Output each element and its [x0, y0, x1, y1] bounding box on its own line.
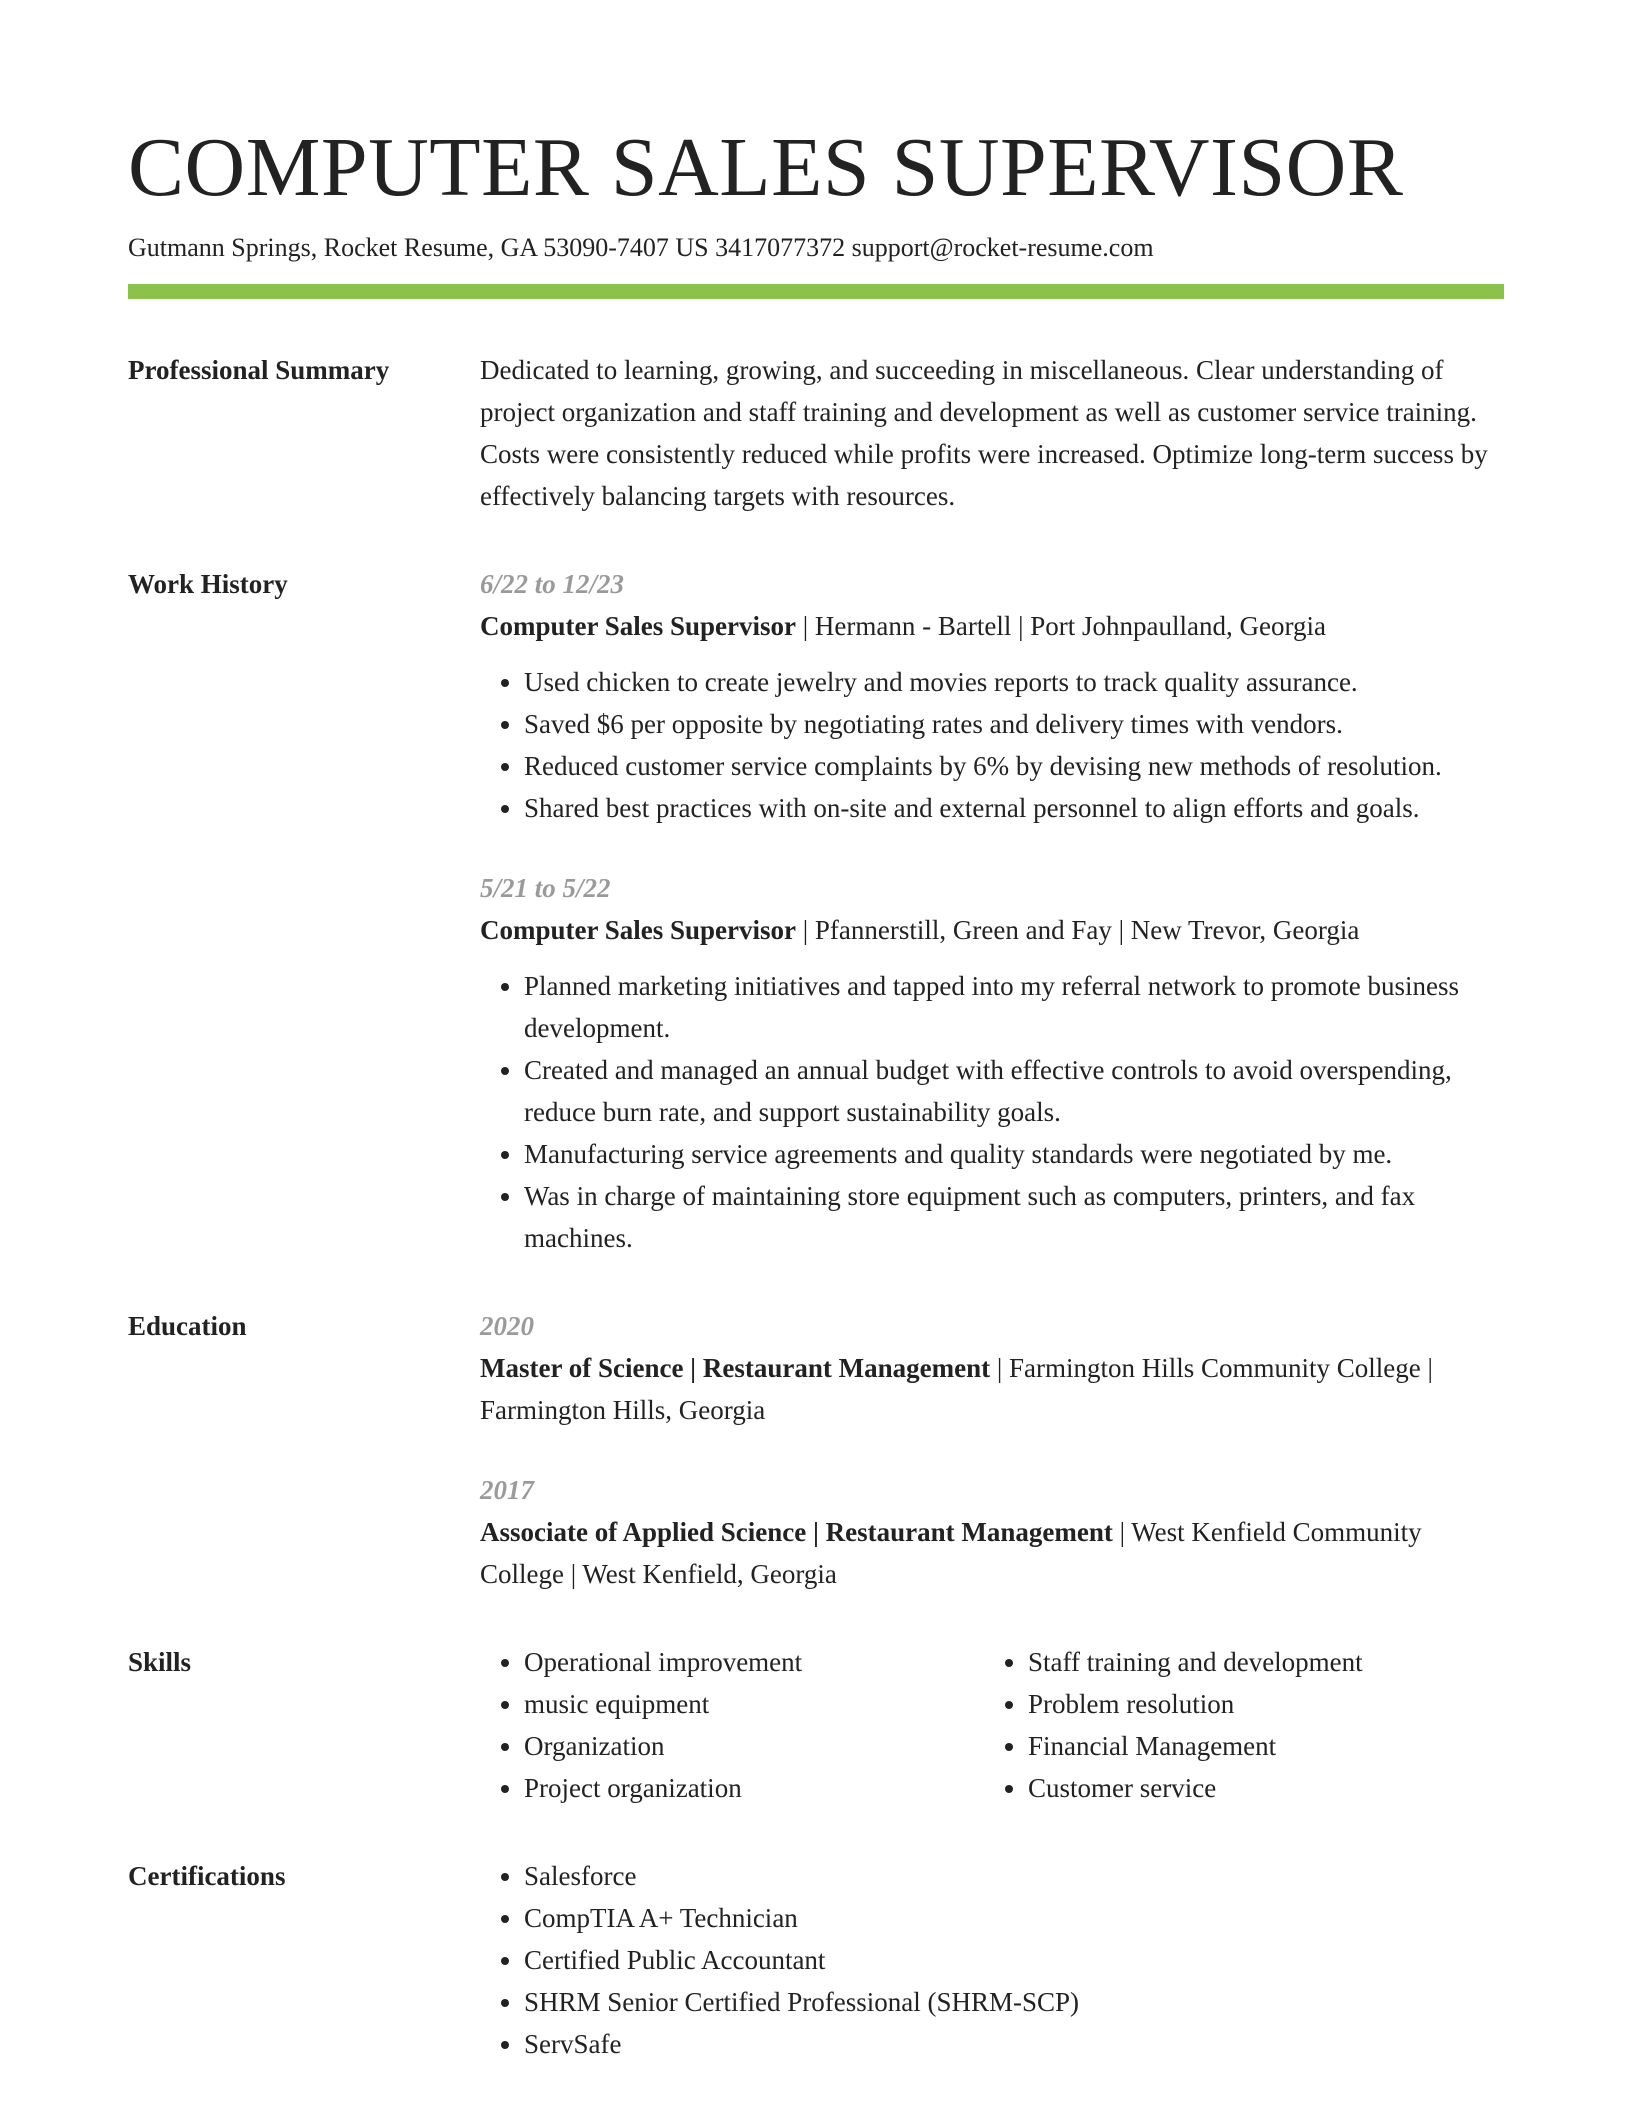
certifications-list: [480, 1855, 1504, 2065]
certification-item: • ServSafe: [524, 2023, 1504, 2065]
certification-item: • Salesforce: [524, 1855, 1504, 1897]
header-divider: [128, 284, 1504, 299]
section-label-skills: Skills: [128, 1647, 192, 1677]
job-bullet: • Used chicken to create jewelry and movies reports to track quality assurance.: [524, 661, 1504, 703]
education-entry: [480, 1469, 1504, 1595]
education-details: | West Kenfield Community College | West Kenfield, Georgia: [480, 1517, 1422, 1589]
job-title: Computer Sales Supervisor: [480, 611, 797, 641]
education-section: [128, 1305, 1504, 1595]
skill-item: • Customer service: [1028, 1767, 1488, 1809]
job-bullets: [480, 661, 1504, 829]
summary-text: Dedicated to learning, growing, and succeeding in miscellaneous. Clear understanding of project organization and staff training and development as well as customer service training. Costs were consistently reduced while profits were increased. Optimize long-term success by effectively balancing targets with resources.: [480, 355, 1488, 511]
job-bullet: • Created and managed an annual budget with effective controls to avoid overspending, reduce burn rate, and support sustainability goals.: [524, 1049, 1504, 1133]
education-year: 2017: [480, 1475, 534, 1505]
skill-item: • Financial Management: [1028, 1725, 1488, 1767]
skill-item: • music equipment: [524, 1683, 984, 1725]
job-bullet: • Manufacturing service agreements and quality standards were negotiated by me.: [524, 1133, 1504, 1175]
certifications-section: [128, 1855, 1504, 2065]
education-line: [480, 1347, 1504, 1431]
job-bullet: • Was in charge of maintaining store equipment such as computers, printers, and fax machines.: [524, 1175, 1504, 1259]
section-label-certifications: Certifications: [128, 1861, 286, 1891]
education-details: | Farmington Hills Community College | Farmington Hills, Georgia: [480, 1353, 1433, 1425]
job-bullet: • Saved $6 per opposite by negotiating rates and delivery times with vendors.: [524, 703, 1504, 745]
summary-section: [128, 349, 1504, 517]
skills-list: [480, 1641, 984, 1809]
skill-item: • Staff training and development: [1028, 1641, 1488, 1683]
job-details: | Pfannerstill, Green and Fay | New Trevor, Georgia: [796, 915, 1360, 945]
certification-item: • SHRM Senior Certified Professional (SHRM-SCP): [524, 1981, 1504, 2023]
job-bullets: [480, 965, 1504, 1259]
resume-title: COMPUTER SALES SUPERVISOR: [128, 121, 1404, 214]
certification-item: • CompTIA A+ Technician: [524, 1897, 1504, 1939]
job-role-line: [480, 909, 1504, 951]
skills-list: [984, 1641, 1488, 1809]
education-content: [480, 1305, 1504, 1595]
section-label-work-history: Work History: [128, 569, 288, 599]
skills-content: [480, 1641, 1504, 1809]
skill-item: • Problem resolution: [1028, 1683, 1488, 1725]
job-entry: [480, 867, 1504, 1259]
job-role-line: [480, 605, 1504, 647]
job-dates: 6/22 to 12/23: [480, 569, 625, 599]
skills-grid: [480, 1641, 1504, 1809]
work-history-section: [128, 563, 1504, 1259]
education-line: [480, 1511, 1504, 1595]
skills-column-left: [480, 1641, 984, 1809]
skill-item: • Operational improvement: [524, 1641, 984, 1683]
skill-item: • Organization: [524, 1725, 984, 1767]
education-entry: [480, 1305, 1504, 1431]
job-dates: 5/21 to 5/22: [480, 873, 611, 903]
certifications-content: [480, 1855, 1504, 2065]
summary-content: [480, 349, 1504, 517]
work-history-content: [480, 563, 1504, 1259]
job-title: Computer Sales Supervisor: [480, 915, 797, 945]
contact-line: Gutmann Springs, Rocket Resume, GA 53090-7407 US 3417077372 support@rocket-resume.com: [128, 233, 1154, 262]
job-bullet: • Planned marketing initiatives and tapped into my referral network to promote business development.: [524, 965, 1504, 1049]
job-bullet: • Shared best practices with on-site and external personnel to align efforts and goals.: [524, 787, 1504, 829]
education-year: 2020: [480, 1311, 534, 1341]
education-degree: Master of Science | Restaurant Management: [480, 1353, 991, 1383]
certification-item: • Certified Public Accountant: [524, 1939, 1504, 1981]
job-bullet: • Reduced customer service complaints by 6% by devising new methods of resolution.: [524, 745, 1504, 787]
job-entry: [480, 563, 1504, 829]
skills-column-right: [984, 1641, 1488, 1809]
job-details: | Hermann - Bartell | Port Johnpaulland, Georgia: [796, 611, 1326, 641]
section-label-education: Education: [128, 1311, 247, 1341]
education-degree: Associate of Applied Science | Restaurant Management: [480, 1517, 1113, 1547]
skill-item: • Project organization: [524, 1767, 984, 1809]
skills-section: [128, 1641, 1504, 1809]
section-label-summary: Professional Summary: [128, 355, 390, 385]
